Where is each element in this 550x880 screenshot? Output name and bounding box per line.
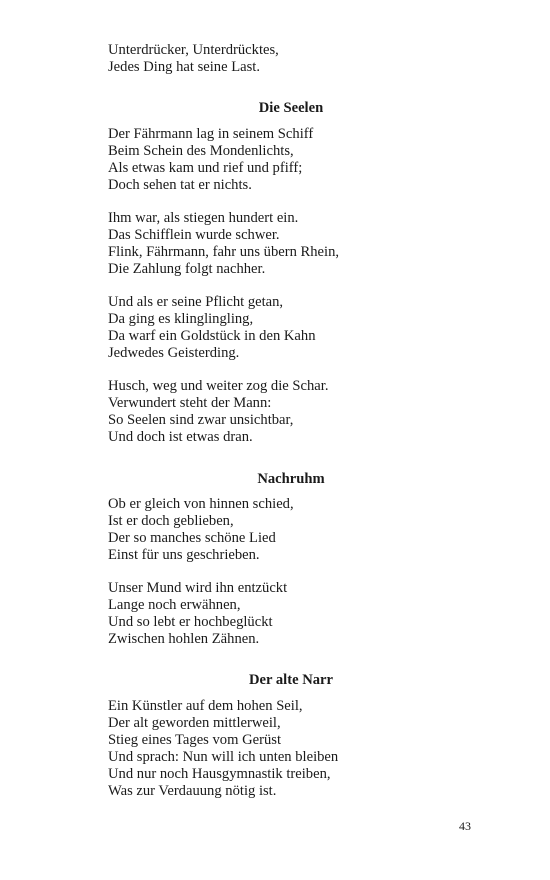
poem-line: Der so manches schöne Lied: [108, 530, 276, 546]
poem-line: Ist er doch geblieben,: [108, 513, 234, 529]
poem-line: Und so lebt er hochbeglückt: [108, 614, 273, 630]
poem-line: Verwundert steht der Mann:: [108, 395, 272, 411]
poem-line: Ein Künstler auf dem hohen Seil,: [108, 698, 303, 714]
poem-line: Da ging es klinglingling,: [108, 311, 254, 327]
poem-line: Jedwedes Geisterding.: [108, 345, 240, 361]
poem-line: Doch sehen tat er nichts.: [108, 177, 252, 193]
poem-line: Und als er seine Pflicht getan,: [108, 294, 284, 310]
poem-line: Einst für uns geschrieben.: [108, 547, 260, 563]
poem-line: Unser Mund wird ihn entzückt: [108, 580, 288, 596]
poem-title-die-seelen: Die Seelen: [258, 100, 324, 116]
poem-line: Ihm war, als stiegen hundert ein.: [108, 210, 299, 226]
poem-line: Husch, weg und weiter zog die Schar.: [108, 378, 329, 394]
poem-line: Als etwas kam und rief und pfiff;: [108, 160, 303, 176]
poem-line: Lange noch erwähnen,: [108, 597, 241, 613]
page-number: 43: [459, 819, 471, 833]
poem-line: Das Schifflein wurde schwer.: [108, 227, 280, 243]
poem-line: Zwischen hohlen Zähnen.: [108, 631, 260, 647]
poem-line: Die Zahlung folgt nachher.: [108, 261, 266, 277]
poem-line: Ob er gleich von hinnen schied,: [108, 496, 294, 512]
poem-line: Der Fährmann lag in seinem Schiff: [108, 126, 314, 142]
poem-line: Beim Schein des Mondenlichts,: [108, 143, 294, 159]
intro-line: Unterdrücker, Unterdrücktes,: [108, 42, 279, 58]
poem-line: Was zur Verdauung nötig ist.: [108, 783, 277, 799]
poem-line: Und nur noch Hausgymnastik treiben,: [108, 766, 331, 782]
poem-line: Der alt geworden mittlerweil,: [108, 715, 281, 731]
poem-title-der-alte-narr: Der alte Narr: [248, 672, 333, 688]
poem-line: Stieg eines Tages vom Gerüst: [108, 732, 281, 748]
poem-line: Und sprach: Nun will ich unten bleiben: [108, 749, 339, 765]
poem-title-nachruhm: Nachruhm: [257, 471, 325, 487]
poem-line: Flink, Fährmann, fahr uns übern Rhein,: [108, 244, 340, 260]
intro-line: Jedes Ding hat seine Last.: [108, 59, 260, 75]
poem-line: Da warf ein Goldstück in den Kahn: [108, 328, 316, 344]
poem-line: So Seelen sind zwar unsichtbar,: [108, 412, 294, 428]
poem-line: Und doch ist etwas dran.: [108, 429, 253, 445]
